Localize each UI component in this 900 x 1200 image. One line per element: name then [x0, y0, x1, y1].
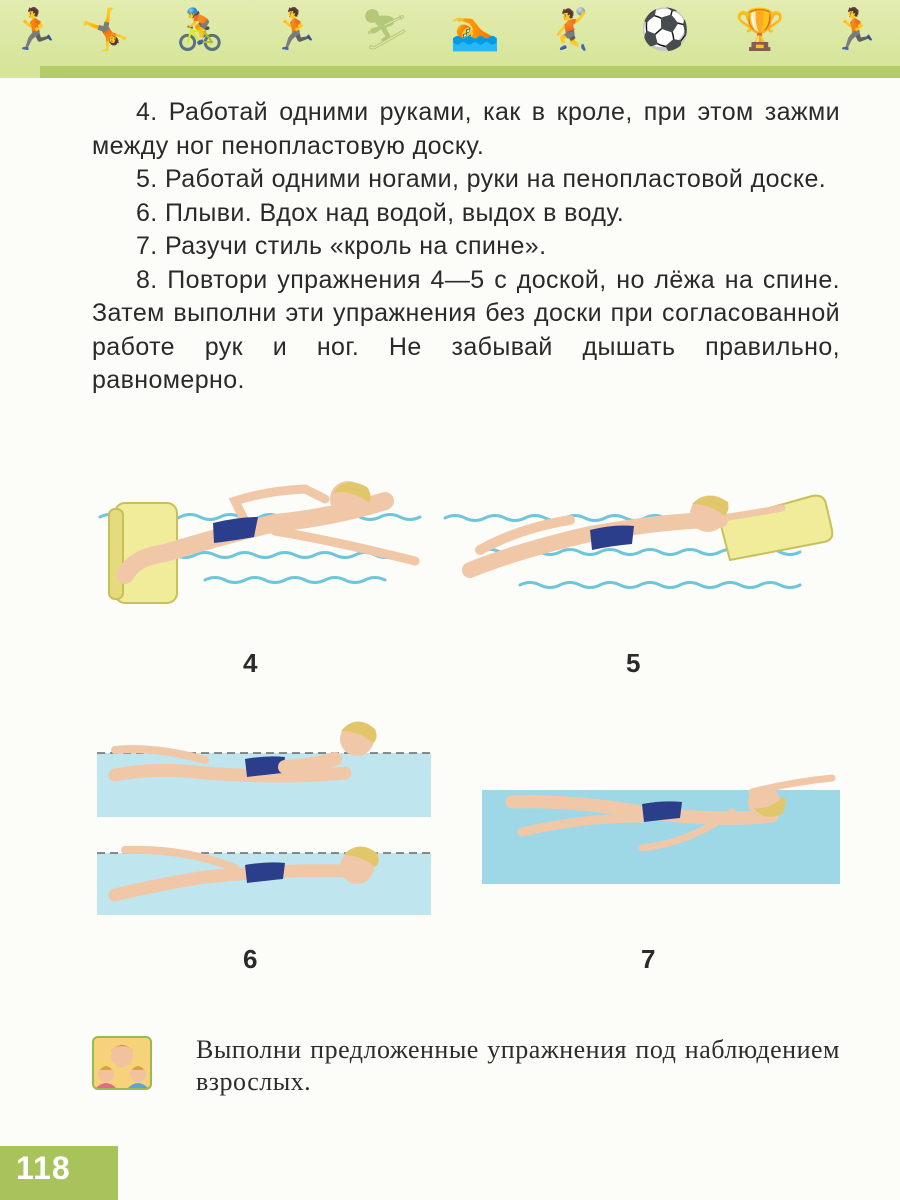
family-icon: [92, 1036, 152, 1090]
athlete-icon: 🤸: [80, 7, 130, 53]
runner-icon: 🏃: [830, 7, 880, 53]
figure-label-6: 6: [243, 944, 258, 974]
note-text: Выполни предложенные упражнения под наблюдением взрослых.: [196, 1035, 840, 1096]
exercise-7: 7. Разучи стиль «кроль на спине».: [136, 232, 547, 260]
illustration-breathing: [95, 715, 435, 915]
figure-label-5: 5: [626, 648, 641, 678]
exercise-8: 8. Повтори упражнения 4—5 с доской, но лёжа на спине. Затем выполни эти упражнения без доски при согласованной работе рук и ног. Не забывай дышать правильно, равномерно.: [92, 265, 840, 394]
illustration-legs-only: [440, 490, 840, 600]
exercise-4: 4. Работай одними руками, как в кроле, при этом зажми между ног пенопластовую доску.: [92, 98, 840, 160]
skier-icon: ⛷: [360, 7, 411, 53]
banner-stripe: [40, 66, 900, 78]
runner-icon: 🏃: [10, 7, 60, 53]
figure-label-7: 7: [641, 944, 656, 974]
torch-icon: 🏆: [735, 7, 785, 53]
illustration-arms-only: [95, 475, 425, 610]
illustration-backstroke: [482, 772, 842, 884]
swimmer-icon: 🏊: [450, 7, 500, 53]
exercise-5: 5. Работай одними ногами, руки на пенопластовой доске.: [136, 165, 827, 193]
banner-edge: [0, 66, 40, 78]
exercise-list: [92, 96, 840, 398]
sports-banner: [0, 0, 900, 66]
adult-supervision-note: [196, 1034, 840, 1098]
exercise-6: 6. Плыви. Вдох над водой, выдох в воду.: [136, 198, 625, 227]
runner-icon: 🏃: [270, 7, 320, 53]
page-number: 118: [16, 1150, 71, 1186]
gymnast-icon: 🤾: [545, 7, 595, 53]
football-icon: ⚽: [640, 7, 690, 53]
figure-label-4: 4: [243, 648, 258, 678]
foam-board: [720, 496, 832, 560]
cyclist-icon: 🚴: [175, 7, 225, 53]
